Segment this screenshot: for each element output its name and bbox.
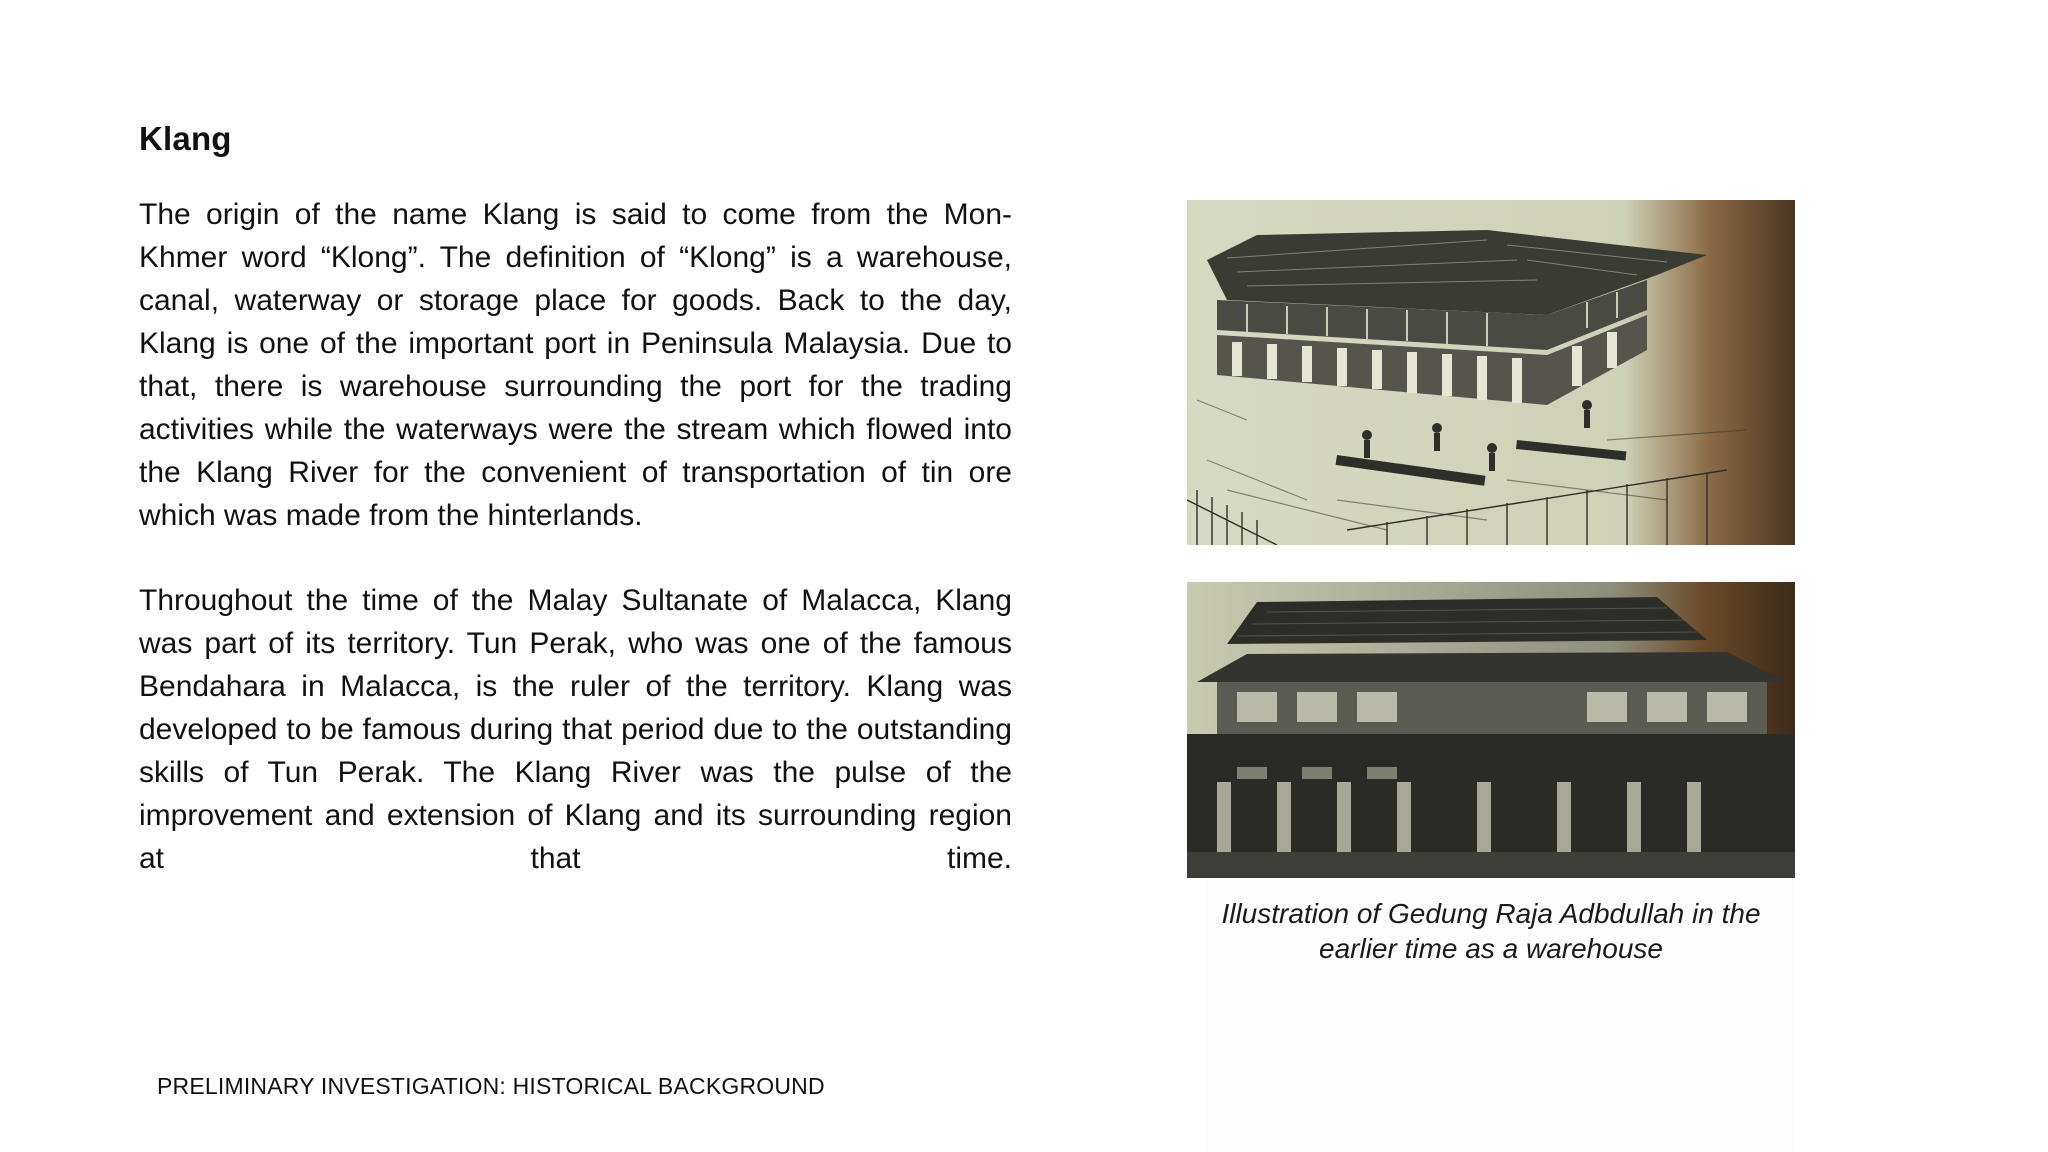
warehouse-photo-image: [1187, 582, 1795, 878]
paragraph-history: Throughout the time of the Malay Sultanate of Malacca, Klang was part of its territory. Tun Perak, who was one of the famous Bendahara in Malacca, is the ruler of the territory. Klang was developed to be famous during that period due to the outstanding skills of Tun Perak. The Klang River was the pulse of the improvement and extension of Klang and its surrounding region at that time.: [139, 584, 1012, 875]
footer-label: PRELIMINARY INVESTIGATION: HISTORICAL BACKGROUND: [157, 1073, 825, 1099]
section-heading: Klang: [139, 120, 232, 157]
caption-line-1: Illustration of Gedung Raja Adbdullah in the: [1221, 898, 1761, 929]
caption-line-2: earlier time as a warehouse: [1319, 933, 1663, 964]
warehouse-sketch-image: [1187, 200, 1795, 545]
paragraph-origin: The origin of the name Klang is said to come from the Mon-Khmer word “Klong”. The definition of “Klong” is a warehouse, canal, waterway or storage place for goods. Back to the day, Klang is one of the important port in Peninsula Malaysia. Due to that, there is warehouse surrounding the port for the trading activities while the waterways were the stream which flowed into the Klang River for the convenient of transportation of tin ore which was made from the hinterlands.: [139, 198, 1012, 532]
figure-caption: [1187, 896, 1795, 966]
